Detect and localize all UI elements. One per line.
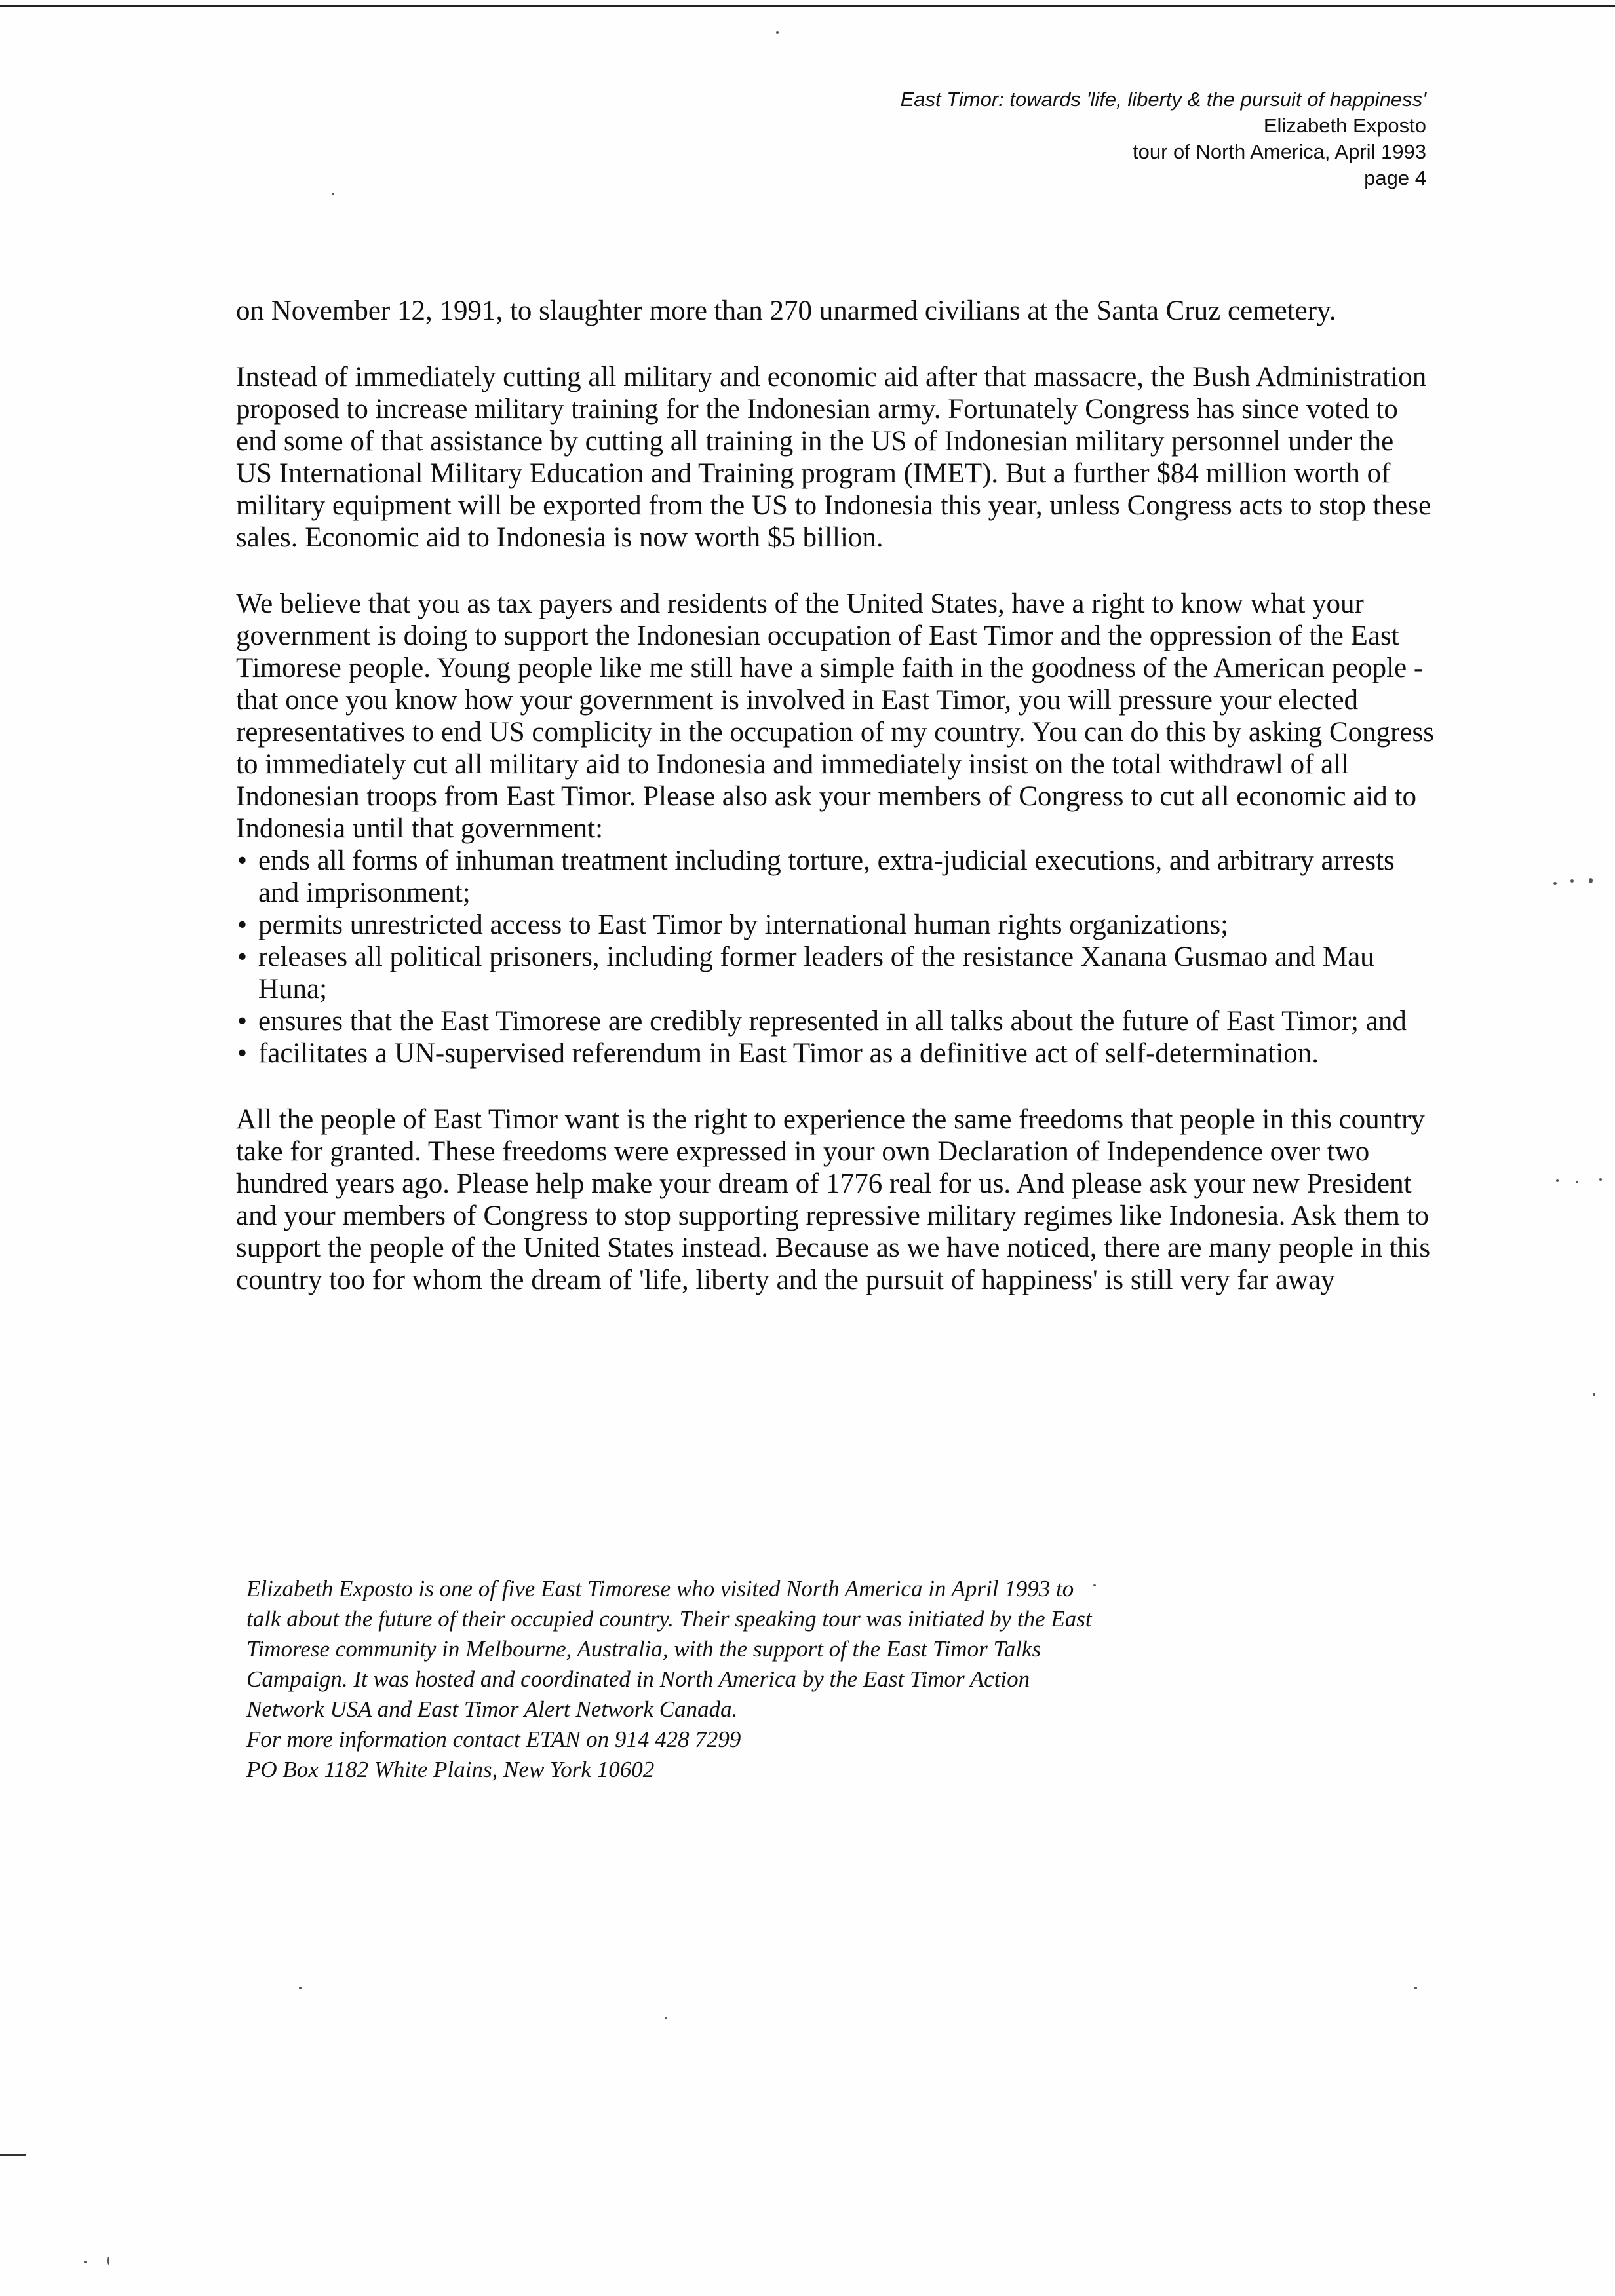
top-edge-rule (0, 5, 1615, 7)
scan-speck (1593, 1393, 1595, 1396)
scan-speck (1414, 1987, 1417, 1989)
header-tour: tour of North America, April 1993 (1132, 140, 1426, 163)
scan-speck (1599, 1178, 1602, 1181)
scan-speck (1553, 882, 1557, 885)
scan-speck (84, 2261, 87, 2263)
scan-speck (776, 31, 779, 34)
scan-speck (665, 2017, 667, 2019)
scan-speck (1570, 879, 1574, 883)
scan-speck (1589, 878, 1593, 883)
scan-edge-mark (0, 2154, 26, 2156)
header-title: East Timor: towards 'life, liberty & the pursuit of happiness' (900, 88, 1426, 111)
contact-line: For more information contact ETAN on 914 428 7299 (246, 1727, 741, 1752)
author-bio: Elizabeth Exposto is one of five East Timorese who visited North America in April 1993 to talk about the future of their occupied country. Their speaking tour was initiated by the East Timorese community in Melbourne, Australia, with the support of the East Timor Talks Campaign. It was hosted and coordinated in North America by the East Timor Action Network USA and East Timor Alert Network Canada. (246, 1576, 1092, 1722)
page-header (901, 86, 1426, 191)
scan-speck (107, 2257, 109, 2265)
list-item: • permits unrestricted access to East Timor by international human rights organizations; (236, 909, 1435, 941)
list-item: • facilitates a UN-supervised referendum in East Timor as a definitive act of self-determination. (236, 1037, 1435, 1069)
scan-speck (1093, 1584, 1096, 1586)
header-author: Elizabeth Exposto (1263, 114, 1426, 137)
author-note (246, 1574, 1099, 1785)
paragraph-santa-cruz: on November 12, 1991, to slaughter more than 270 unarmed civilians at the Santa Cruz cemetery. (236, 296, 1336, 326)
paragraph-military-aid: Instead of immediately cutting all military and economic aid after that massacre, the Bush Administration proposed to increase military training for the Indonesian army. Fortunately Congress has since voted to end some of that assistance by cutting all training in the US of Indonesian military personnel under the US International Military Education and Training program (IMET). But a further $84 million worth of military equipment will be exported from the US to Indonesia this year, unless Congress acts to stop these sales. Economic aid to Indonesia is now worth $5 billion. (236, 362, 1431, 553)
demands-list (236, 845, 1435, 1069)
paragraph-right-to-know: We believe that you as tax payers and residents of the United States, have a right to know what your government is doing to support the Indonesian occupation of East Timor and the oppression of the East Timorese people. Young people like me still have a simple faith in the goodness of the American people - that once you know how your government is involved in East Timor, you will pressure your elected representatives to end US complicity in the occupation of my country. You can do this by asking Congress to immediately cut all military aid to Indonesia and immediately insist on the total withdrawl of all Indonesian troops from East Timor. Please also ask your members of Congress to cut all economic aid to Indonesia until that government: (236, 588, 1435, 844)
address-line: PO Box 1182 White Plains, New York 10602 (246, 1757, 655, 1782)
list-item: • releases all political prisoners, including former leaders of the resistance Xanana Gusmao and Mau Huna; (236, 941, 1435, 1005)
list-item: • ensures that the East Timorese are credibly represented in all talks about the future of East Timor; and (236, 1005, 1435, 1037)
header-page-number: page 4 (1364, 166, 1426, 189)
paragraph-freedoms: All the people of East Timor want is the right to experience the same freedoms that people in this country take for granted. These freedoms were expressed in your own Declaration of Independence over two hundred years ago. Please help make your dream of 1776 real for us. And please ask your new President and your members of Congress to stop supporting repressive military regimes like Indonesia. Ask them to support the people of the United States instead. Because as we have noticed, there are many people in this country too for whom the dream of 'life, liberty and the pursuit of happiness' is still very far away (236, 1104, 1431, 1295)
scan-speck (332, 193, 334, 195)
letter-body (236, 295, 1435, 1330)
scan-speck (1556, 1179, 1559, 1182)
list-item: • ends all forms of inhuman treatment including torture, extra-judicial executions, and arbitrary arrests and imprisonment; (236, 845, 1435, 909)
scan-speck (299, 1987, 302, 1989)
scan-speck (1576, 1181, 1578, 1183)
